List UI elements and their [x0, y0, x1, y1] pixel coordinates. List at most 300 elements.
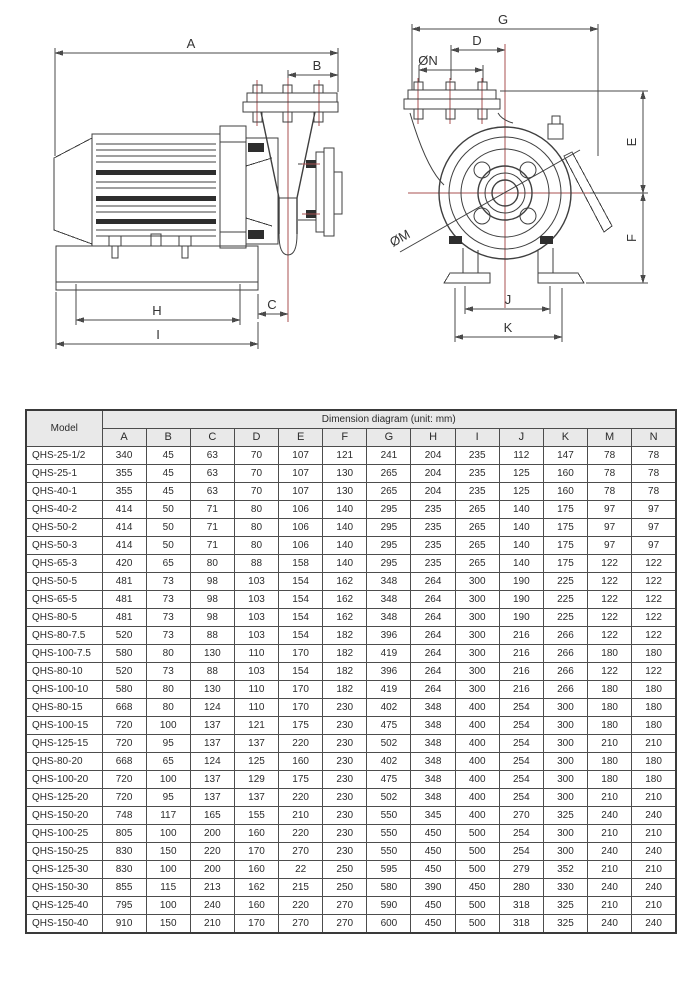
dim-value-cell: 180: [588, 753, 632, 771]
dim-value-cell: 97: [632, 519, 676, 537]
dim-value-cell: 100: [146, 717, 190, 735]
column-header: E: [279, 429, 323, 447]
dim-value-cell: 73: [146, 663, 190, 681]
table-row: [26, 447, 676, 465]
model-cell: QHS-150-30: [26, 879, 102, 897]
table-row: [26, 609, 676, 627]
dim-value-cell: 129: [234, 771, 278, 789]
dim-value-cell: 63: [190, 465, 234, 483]
column-header: A: [102, 429, 146, 447]
dim-value-cell: 140: [499, 555, 543, 573]
dim-value-cell: 220: [279, 825, 323, 843]
dim-value-cell: 230: [323, 717, 367, 735]
dim-value-cell: 475: [367, 717, 411, 735]
dim-value-cell: 295: [367, 537, 411, 555]
dim-value-cell: 137: [190, 735, 234, 753]
dim-value-cell: 580: [102, 645, 146, 663]
table-row: [26, 699, 676, 717]
dim-label-n: ØN: [418, 53, 438, 68]
dim-value-cell: 225: [543, 609, 587, 627]
dim-value-cell: 235: [411, 501, 455, 519]
dim-value-cell: 266: [543, 681, 587, 699]
dim-value-cell: 140: [323, 555, 367, 573]
dim-f-group: [586, 193, 648, 283]
dim-value-cell: 200: [190, 861, 234, 879]
dim-value-cell: 830: [102, 861, 146, 879]
dim-value-cell: 400: [455, 717, 499, 735]
dim-value-cell: 71: [190, 519, 234, 537]
dim-value-cell: 216: [499, 627, 543, 645]
dim-value-cell: 300: [455, 681, 499, 699]
model-cell: QHS-100-15: [26, 717, 102, 735]
dim-value-cell: 450: [411, 843, 455, 861]
dim-value-cell: 402: [367, 753, 411, 771]
dim-value-cell: 130: [190, 645, 234, 663]
dim-value-cell: 137: [190, 771, 234, 789]
dim-value-cell: 175: [279, 717, 323, 735]
dim-value-cell: 137: [234, 735, 278, 753]
dim-value-cell: 180: [632, 717, 676, 735]
dim-label-h: H: [152, 303, 162, 318]
dim-value-cell: 103: [234, 609, 278, 627]
dim-value-cell: 240: [588, 843, 632, 861]
dim-value-cell: 300: [543, 825, 587, 843]
pump-casing: [439, 116, 612, 259]
dim-value-cell: 240: [632, 879, 676, 897]
dim-value-cell: 190: [499, 609, 543, 627]
dim-value-cell: 170: [279, 699, 323, 717]
dim-value-cell: 400: [455, 735, 499, 753]
dim-value-cell: 414: [102, 537, 146, 555]
dim-value-cell: 590: [367, 897, 411, 915]
dim-value-cell: 300: [455, 591, 499, 609]
dim-value-cell: 300: [543, 789, 587, 807]
dim-label-e: E: [624, 137, 639, 147]
model-cell: QHS-50-3: [26, 537, 102, 555]
dim-value-cell: 250: [323, 879, 367, 897]
dim-value-cell: 154: [279, 573, 323, 591]
dim-value-cell: 71: [190, 537, 234, 555]
dim-value-cell: 162: [323, 609, 367, 627]
dim-value-cell: 100: [146, 861, 190, 879]
dim-value-cell: 240: [588, 807, 632, 825]
column-header: B: [146, 429, 190, 447]
dim-value-cell: 230: [323, 735, 367, 753]
dim-value-cell: 348: [411, 699, 455, 717]
dim-value-cell: 280: [499, 879, 543, 897]
dim-value-cell: 210: [632, 735, 676, 753]
table-row: [26, 897, 676, 915]
dim-value-cell: 98: [190, 609, 234, 627]
dim-value-cell: 175: [279, 771, 323, 789]
dim-value-cell: 210: [632, 789, 676, 807]
dim-d-group: [451, 33, 505, 80]
dim-value-cell: 140: [499, 501, 543, 519]
dim-value-cell: 500: [455, 861, 499, 879]
dim-value-cell: 162: [234, 879, 278, 897]
dim-value-cell: 73: [146, 609, 190, 627]
dim-value-cell: 170: [234, 915, 278, 934]
dim-label-f: F: [624, 234, 639, 242]
table-row: [26, 825, 676, 843]
dim-value-cell: 97: [632, 537, 676, 555]
dim-value-cell: 352: [543, 861, 587, 879]
column-header: C: [190, 429, 234, 447]
dim-value-cell: 122: [632, 555, 676, 573]
dim-value-cell: 45: [146, 447, 190, 465]
column-header: M: [588, 429, 632, 447]
table-row: [26, 735, 676, 753]
table-row: [26, 537, 676, 555]
dim-value-cell: 204: [411, 483, 455, 501]
dim-value-cell: 22: [279, 861, 323, 879]
dim-value-cell: 300: [455, 627, 499, 645]
model-cell: QHS-80-15: [26, 699, 102, 717]
dim-value-cell: 130: [323, 465, 367, 483]
dim-value-cell: 210: [588, 735, 632, 753]
dim-value-cell: 78: [588, 447, 632, 465]
dim-value-cell: 355: [102, 483, 146, 501]
model-cell: QHS-100-20: [26, 771, 102, 789]
dim-value-cell: 107: [279, 483, 323, 501]
dim-value-cell: 180: [632, 771, 676, 789]
dim-label-b: B: [312, 58, 322, 73]
dim-value-cell: 125: [499, 465, 543, 483]
dim-value-cell: 122: [588, 591, 632, 609]
dim-value-cell: 220: [279, 735, 323, 753]
dim-value-cell: 325: [543, 915, 587, 934]
dim-value-cell: 264: [411, 591, 455, 609]
dim-value-cell: 225: [543, 573, 587, 591]
column-header: G: [367, 429, 411, 447]
column-header: J: [499, 429, 543, 447]
dim-value-cell: 160: [234, 825, 278, 843]
dim-c-group: [258, 294, 288, 319]
dim-value-cell: 254: [499, 825, 543, 843]
column-header: H: [411, 429, 455, 447]
dim-value-cell: 400: [455, 699, 499, 717]
model-cell: QHS-50-2: [26, 519, 102, 537]
dim-value-cell: 180: [632, 645, 676, 663]
dim-value-cell: 270: [323, 897, 367, 915]
table-row: [26, 717, 676, 735]
dim-value-cell: 80: [234, 519, 278, 537]
dim-value-cell: 106: [279, 501, 323, 519]
dim-value-cell: 230: [323, 771, 367, 789]
dim-value-cell: 190: [499, 591, 543, 609]
dim-value-cell: 500: [455, 897, 499, 915]
dim-value-cell: 300: [455, 645, 499, 663]
dim-value-cell: 240: [632, 843, 676, 861]
dim-value-cell: 240: [632, 807, 676, 825]
dim-value-cell: 500: [455, 915, 499, 934]
dim-value-cell: 300: [543, 699, 587, 717]
dim-value-cell: 240: [588, 915, 632, 934]
dim-value-cell: 254: [499, 699, 543, 717]
dim-value-cell: 154: [279, 591, 323, 609]
dim-value-cell: 210: [588, 861, 632, 879]
dim-value-cell: 210: [190, 915, 234, 934]
dim-value-cell: 266: [543, 627, 587, 645]
bearing-bracket: [220, 126, 278, 248]
dim-value-cell: 115: [146, 879, 190, 897]
dim-value-cell: 400: [455, 807, 499, 825]
dim-value-cell: 475: [367, 771, 411, 789]
dim-value-cell: 80: [234, 501, 278, 519]
dim-value-cell: 78: [588, 465, 632, 483]
dim-value-cell: 300: [455, 609, 499, 627]
dim-value-cell: 121: [234, 717, 278, 735]
dim-value-cell: 147: [543, 447, 587, 465]
dim-value-cell: 348: [411, 735, 455, 753]
dim-value-cell: 154: [279, 663, 323, 681]
dim-value-cell: 160: [234, 861, 278, 879]
dim-value-cell: 121: [323, 447, 367, 465]
dim-value-cell: 125: [234, 753, 278, 771]
dim-value-cell: 264: [411, 573, 455, 591]
dim-value-cell: 180: [588, 699, 632, 717]
dim-value-cell: 300: [543, 843, 587, 861]
dim-value-cell: 402: [367, 699, 411, 717]
dim-value-cell: 97: [588, 537, 632, 555]
dim-value-cell: 180: [632, 699, 676, 717]
dim-value-cell: 122: [588, 627, 632, 645]
dim-value-cell: 300: [543, 771, 587, 789]
dim-value-cell: 345: [411, 807, 455, 825]
table-row: [26, 681, 676, 699]
dim-value-cell: 88: [234, 555, 278, 573]
dim-value-cell: 235: [455, 447, 499, 465]
dim-value-cell: 140: [323, 519, 367, 537]
dim-value-cell: 165: [190, 807, 234, 825]
dim-value-cell: 270: [279, 843, 323, 861]
dim-value-cell: 88: [190, 663, 234, 681]
dim-value-cell: 500: [455, 825, 499, 843]
table-row: [26, 519, 676, 537]
dim-value-cell: 110: [234, 699, 278, 717]
dim-value-cell: 122: [588, 663, 632, 681]
dim-value-cell: 106: [279, 519, 323, 537]
dim-value-cell: 265: [367, 465, 411, 483]
dim-value-cell: 95: [146, 789, 190, 807]
dim-label-k: K: [503, 320, 513, 335]
dim-value-cell: 112: [499, 447, 543, 465]
dim-value-cell: 910: [102, 915, 146, 934]
model-cell: QHS-50-5: [26, 573, 102, 591]
dim-value-cell: 265: [455, 501, 499, 519]
dim-value-cell: 122: [588, 573, 632, 591]
dimension-table: [25, 409, 677, 934]
dim-value-cell: 748: [102, 807, 146, 825]
dim-value-cell: 122: [632, 573, 676, 591]
dim-value-cell: 80: [190, 555, 234, 573]
dim-value-cell: 130: [323, 483, 367, 501]
dim-value-cell: 162: [323, 591, 367, 609]
dim-value-cell: 520: [102, 627, 146, 645]
dim-value-cell: 300: [543, 717, 587, 735]
dim-value-cell: 103: [234, 663, 278, 681]
dim-value-cell: 396: [367, 663, 411, 681]
model-cell: QHS-100-7.5: [26, 645, 102, 663]
dim-value-cell: 103: [234, 627, 278, 645]
dimension-table-section: [0, 405, 699, 934]
table-header-row-2: [26, 429, 676, 447]
dim-value-cell: 400: [455, 753, 499, 771]
dim-value-cell: 200: [190, 825, 234, 843]
model-cell: QHS-125-15: [26, 735, 102, 753]
dim-value-cell: 107: [279, 465, 323, 483]
dim-label-a: A: [186, 36, 196, 51]
dim-value-cell: 78: [588, 483, 632, 501]
dim-value-cell: 550: [367, 807, 411, 825]
support-feet: [444, 248, 584, 283]
dim-value-cell: 270: [499, 807, 543, 825]
dim-value-cell: 182: [323, 663, 367, 681]
dim-value-cell: 130: [190, 681, 234, 699]
dim-value-cell: 170: [234, 843, 278, 861]
dim-value-cell: 265: [455, 555, 499, 573]
dim-value-cell: 78: [632, 447, 676, 465]
dim-value-cell: 580: [367, 879, 411, 897]
dim-value-cell: 210: [279, 807, 323, 825]
dim-value-cell: 235: [455, 465, 499, 483]
dim-value-cell: 348: [367, 609, 411, 627]
dim-value-cell: 122: [632, 591, 676, 609]
model-cell: QHS-80-20: [26, 753, 102, 771]
model-cell: QHS-80-7.5: [26, 627, 102, 645]
model-cell: QHS-40-1: [26, 483, 102, 501]
dim-b-group: [288, 58, 338, 86]
model-cell: QHS-100-10: [26, 681, 102, 699]
dim-value-cell: 264: [411, 627, 455, 645]
dim-value-cell: 175: [543, 537, 587, 555]
model-cell: QHS-150-25: [26, 843, 102, 861]
dim-value-cell: 595: [367, 861, 411, 879]
dim-value-cell: 264: [411, 609, 455, 627]
dim-e-group: [500, 91, 648, 193]
dim-value-cell: 150: [146, 915, 190, 934]
dim-value-cell: 348: [411, 771, 455, 789]
dim-value-cell: 254: [499, 717, 543, 735]
dim-value-cell: 175: [543, 501, 587, 519]
dim-value-cell: 230: [323, 753, 367, 771]
dim-value-cell: 264: [411, 681, 455, 699]
top-flange: [404, 78, 513, 185]
dim-value-cell: 124: [190, 699, 234, 717]
dim-value-cell: 300: [543, 735, 587, 753]
dim-value-cell: 325: [543, 807, 587, 825]
dim-value-cell: 63: [190, 447, 234, 465]
dim-value-cell: 182: [323, 645, 367, 663]
dim-value-cell: 230: [323, 825, 367, 843]
dim-value-cell: 140: [499, 519, 543, 537]
dim-value-cell: 160: [279, 753, 323, 771]
dim-value-cell: 150: [146, 843, 190, 861]
dim-value-cell: 220: [279, 789, 323, 807]
dim-value-cell: 325: [543, 897, 587, 915]
dim-value-cell: 235: [455, 483, 499, 501]
dimension-drawings: [0, 0, 699, 405]
dim-value-cell: 250: [323, 861, 367, 879]
dim-value-cell: 300: [455, 663, 499, 681]
dim-value-cell: 396: [367, 627, 411, 645]
table-row: [26, 573, 676, 591]
dim-label-j: J: [504, 292, 512, 307]
dim-value-cell: 210: [588, 789, 632, 807]
dim-value-cell: 481: [102, 573, 146, 591]
dim-value-cell: 100: [146, 825, 190, 843]
model-cell: QHS-25-1/2: [26, 447, 102, 465]
dim-value-cell: 140: [323, 501, 367, 519]
column-header: F: [323, 429, 367, 447]
dim-value-cell: 180: [588, 681, 632, 699]
dim-value-cell: 140: [499, 537, 543, 555]
dim-value-cell: 318: [499, 915, 543, 934]
table-row: [26, 843, 676, 861]
dim-value-cell: 180: [588, 717, 632, 735]
dim-value-cell: 158: [279, 555, 323, 573]
dim-value-cell: 414: [102, 501, 146, 519]
dim-value-cell: 215: [279, 879, 323, 897]
dim-label-i: I: [156, 327, 160, 342]
dim-value-cell: 254: [499, 753, 543, 771]
dim-value-cell: 210: [588, 897, 632, 915]
dim-value-cell: 73: [146, 573, 190, 591]
dim-value-cell: 88: [190, 627, 234, 645]
model-cell: QHS-125-30: [26, 861, 102, 879]
model-cell: QHS-80-10: [26, 663, 102, 681]
dim-value-cell: 550: [367, 825, 411, 843]
dim-a-group: [55, 36, 338, 156]
table-row: [26, 465, 676, 483]
dim-value-cell: 220: [279, 897, 323, 915]
dim-value-cell: 50: [146, 537, 190, 555]
column-header: N: [632, 429, 676, 447]
pump-front-view-drawing: [350, 6, 690, 374]
dim-value-cell: 720: [102, 789, 146, 807]
dim-value-cell: 97: [632, 501, 676, 519]
dim-value-cell: 419: [367, 681, 411, 699]
dim-value-cell: 330: [543, 879, 587, 897]
dim-value-cell: 348: [411, 789, 455, 807]
dim-value-cell: 720: [102, 771, 146, 789]
model-cell: QHS-100-25: [26, 825, 102, 843]
dim-value-cell: 720: [102, 717, 146, 735]
dim-value-cell: 70: [234, 465, 278, 483]
table-header-row-1: [26, 410, 676, 429]
dim-value-cell: 180: [632, 681, 676, 699]
model-cell: QHS-25-1: [26, 465, 102, 483]
dim-label-g: G: [497, 12, 509, 27]
dim-value-cell: 419: [367, 645, 411, 663]
dim-value-cell: 265: [367, 483, 411, 501]
dim-value-cell: 340: [102, 447, 146, 465]
dim-value-cell: 154: [279, 627, 323, 645]
dim-value-cell: 668: [102, 753, 146, 771]
table-row: [26, 789, 676, 807]
dim-value-cell: 210: [632, 825, 676, 843]
model-cell: QHS-40-2: [26, 501, 102, 519]
dim-value-cell: 175: [543, 555, 587, 573]
dim-value-cell: 668: [102, 699, 146, 717]
dim-value-cell: 80: [146, 645, 190, 663]
dim-value-cell: 450: [411, 825, 455, 843]
dim-value-cell: 106: [279, 537, 323, 555]
dim-value-cell: 254: [499, 735, 543, 753]
column-header: K: [543, 429, 587, 447]
dim-value-cell: 270: [323, 915, 367, 934]
column-header: D: [234, 429, 278, 447]
